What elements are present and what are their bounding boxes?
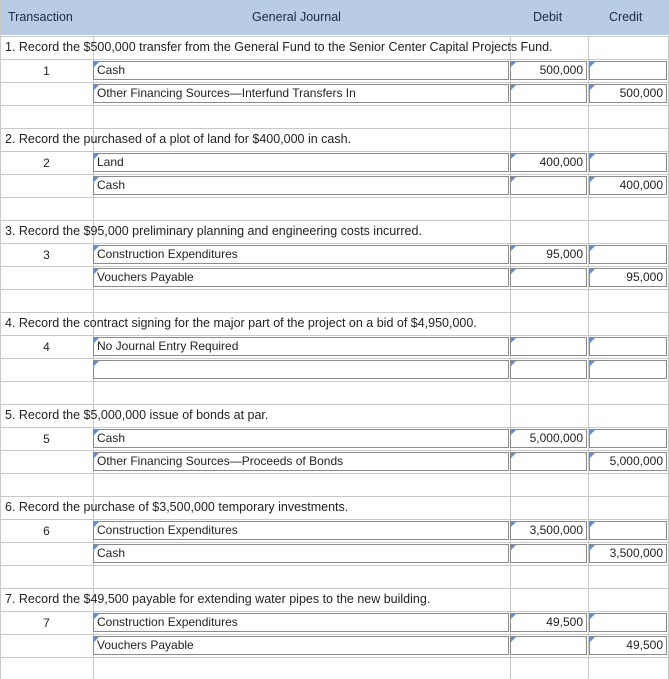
credit-field[interactable]: 5,000,000 <box>589 452 667 471</box>
debit-marker <box>511 85 516 90</box>
header-credit: Credit <box>609 10 643 24</box>
transaction-number: 2 <box>43 156 50 170</box>
account-field[interactable]: Cash <box>93 176 509 195</box>
transaction-number: 5 <box>43 432 50 446</box>
row-line <box>0 473 669 474</box>
debit-field[interactable] <box>510 337 587 356</box>
credit-field[interactable] <box>589 153 667 172</box>
debit-marker <box>511 154 516 159</box>
debit-field[interactable] <box>510 176 587 195</box>
account-field[interactable]: Construction Expenditures <box>93 521 509 540</box>
header-transaction: Transaction <box>8 10 73 24</box>
account-field[interactable]: Vouchers Payable <box>93 636 509 655</box>
row-line <box>0 174 669 175</box>
row-line <box>0 657 669 658</box>
credit-field[interactable] <box>589 337 667 356</box>
account-field[interactable]: Cash <box>93 544 509 563</box>
debit-marker <box>511 246 516 251</box>
debit-marker <box>511 453 516 458</box>
account-marker <box>94 545 99 550</box>
row-line <box>0 381 669 382</box>
account-marker <box>94 269 99 274</box>
debit-marker <box>511 545 516 550</box>
transaction-number: 3 <box>43 248 50 262</box>
debit-marker <box>511 62 516 67</box>
transaction-number: 4 <box>43 340 50 354</box>
debit-marker <box>511 637 516 642</box>
credit-marker <box>590 430 595 435</box>
debit-field[interactable]: 500,000 <box>510 61 587 80</box>
account-marker <box>94 177 99 182</box>
account-marker <box>94 430 99 435</box>
row-line <box>0 519 669 520</box>
entry-prompt: 4. Record the contract signing for the major part of the project on a bid of $4,950,000. <box>5 316 477 330</box>
debit-field[interactable] <box>510 268 587 287</box>
account-marker <box>94 154 99 159</box>
credit-field[interactable] <box>589 245 667 264</box>
account-marker <box>94 246 99 251</box>
row-line <box>0 59 669 60</box>
row-line <box>0 358 669 359</box>
debit-field[interactable] <box>510 360 587 379</box>
entry-top-line <box>0 404 669 405</box>
credit-marker <box>590 62 595 67</box>
account-field[interactable]: Other Financing Sources—Interfund Transfers In <box>93 84 509 103</box>
account-marker <box>94 453 99 458</box>
row-line <box>0 266 669 267</box>
account-marker <box>94 637 99 642</box>
entry-prompt: 7. Record the $49,500 payable for extending water pipes to the new building. <box>5 592 431 606</box>
account-field[interactable]: Construction Expenditures <box>93 613 509 632</box>
account-marker <box>94 361 99 366</box>
transaction-number: 1 <box>43 64 50 78</box>
credit-marker <box>590 338 595 343</box>
account-field[interactable]: Construction Expenditures <box>93 245 509 264</box>
debit-field[interactable] <box>510 452 587 471</box>
row-line <box>0 565 669 566</box>
account-marker <box>94 614 99 619</box>
entry-prompt: 3. Record the $95,000 preliminary planning and engineering costs incurred. <box>5 224 422 238</box>
entry-prompt: 1. Record the $500,000 transfer from the General Fund to the Senior Center Capital Projects Fund. <box>5 40 553 54</box>
debit-marker <box>511 430 516 435</box>
table-header <box>0 0 669 35</box>
account-field[interactable] <box>93 360 509 379</box>
account-marker <box>94 85 99 90</box>
credit-field[interactable] <box>589 613 667 632</box>
debit-field[interactable]: 49,500 <box>510 613 587 632</box>
row-line <box>0 450 669 451</box>
credit-marker <box>590 154 595 159</box>
account-field[interactable]: Cash <box>93 61 509 80</box>
credit-marker <box>590 269 595 274</box>
credit-field[interactable] <box>589 61 667 80</box>
debit-marker <box>511 522 516 527</box>
entry-top-line <box>0 312 669 313</box>
credit-field[interactable]: 3,500,000 <box>589 544 667 563</box>
credit-marker <box>590 453 595 458</box>
entry-top-line <box>0 588 669 589</box>
credit-field[interactable]: 400,000 <box>589 176 667 195</box>
debit-marker <box>511 269 516 274</box>
account-marker <box>94 522 99 527</box>
row-line <box>0 243 669 244</box>
account-field[interactable]: No Journal Entry Required <box>93 337 509 356</box>
transaction-number: 6 <box>43 524 50 538</box>
credit-field[interactable] <box>589 429 667 448</box>
credit-marker <box>590 545 595 550</box>
entry-top-line <box>0 220 669 221</box>
row-line <box>0 105 669 106</box>
row-line <box>0 634 669 635</box>
debit-marker <box>511 177 516 182</box>
account-field[interactable]: Other Financing Sources—Proceeds of Bonds <box>93 452 509 471</box>
credit-marker <box>590 361 595 366</box>
debit-field[interactable] <box>510 84 587 103</box>
credit-field[interactable] <box>589 521 667 540</box>
debit-field[interactable]: 5,000,000 <box>510 429 587 448</box>
debit-marker <box>511 614 516 619</box>
entry-prompt: 6. Record the purchase of $3,500,000 temporary investments. <box>5 500 349 514</box>
row-line <box>0 289 669 290</box>
credit-marker <box>590 246 595 251</box>
transaction-number: 7 <box>43 616 50 630</box>
account-marker <box>94 338 99 343</box>
account-field[interactable]: Cash <box>93 429 509 448</box>
debit-field[interactable]: 95,000 <box>510 245 587 264</box>
credit-field[interactable]: 49,500 <box>589 636 667 655</box>
header-debit: Debit <box>533 10 563 24</box>
entry-top-line <box>0 496 669 497</box>
row-line <box>0 82 669 83</box>
entry-top-line <box>0 128 669 129</box>
row-line <box>0 197 669 198</box>
entry-top-line <box>0 36 669 37</box>
debit-marker <box>511 361 516 366</box>
credit-marker <box>590 85 595 90</box>
row-line <box>0 542 669 543</box>
credit-marker <box>590 522 595 527</box>
row-line <box>0 427 669 428</box>
debit-marker <box>511 338 516 343</box>
credit-field[interactable]: 95,000 <box>589 268 667 287</box>
account-field[interactable]: Land <box>93 153 509 172</box>
row-line <box>0 611 669 612</box>
row-line <box>0 335 669 336</box>
credit-marker <box>590 637 595 642</box>
credit-marker <box>590 177 595 182</box>
account-field[interactable]: Vouchers Payable <box>93 268 509 287</box>
debit-field[interactable]: 400,000 <box>510 153 587 172</box>
entry-prompt: 2. Record the purchased of a plot of land for $400,000 in cash. <box>5 132 352 146</box>
debit-field[interactable] <box>510 636 587 655</box>
credit-field[interactable]: 500,000 <box>589 84 667 103</box>
debit-field[interactable]: 3,500,000 <box>510 521 587 540</box>
row-line <box>0 151 669 152</box>
credit-field[interactable] <box>589 360 667 379</box>
credit-marker <box>590 614 595 619</box>
header-general-journal: General Journal <box>252 10 341 24</box>
entry-prompt: 5. Record the $5,000,000 issue of bonds at par. <box>5 408 269 422</box>
debit-field[interactable] <box>510 544 587 563</box>
account-marker <box>94 62 99 67</box>
